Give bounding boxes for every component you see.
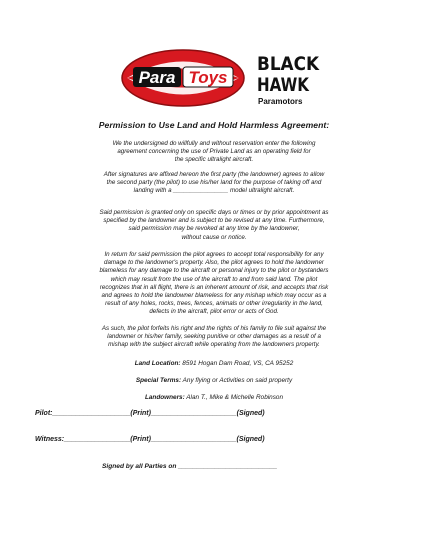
paragraph-line: mishap with the subject aircraft while operating from the landowners property. bbox=[108, 341, 320, 349]
paragraph-line: damage to the landowner's property. Also, the pilot agrees to hold the landowner bbox=[104, 259, 324, 267]
paragraph-permission bbox=[30, 209, 398, 242]
paragraph-line: landing with a ________________ model ultralight aircraft. bbox=[133, 187, 295, 195]
paragraph-line: the specific ultralight aircraft. bbox=[174, 156, 254, 164]
paratoys-word-para: Para bbox=[138, 68, 176, 87]
special-terms-value: Any flying or Activities on said property bbox=[182, 377, 293, 384]
special-terms-label: Special Terms: bbox=[135, 377, 182, 384]
signed-by-all-parties-line[interactable]: Signed by all Parties on ___________________________ bbox=[102, 463, 278, 470]
blackhawk-word-black: BLACK bbox=[257, 53, 321, 75]
landowners-label: Landowners: bbox=[144, 394, 185, 401]
land-location-label: Land Location: bbox=[134, 360, 181, 367]
paragraph-line: and agrees to hold the landowner blameless for any mishap which may occur as a bbox=[101, 292, 327, 300]
pilot-signature-line[interactable]: Pilot:____________________(Print)______________________(Signed) bbox=[35, 410, 265, 417]
paragraph-line: which may result from the use of the aircraft to and from said land. The pilot bbox=[110, 275, 318, 283]
paragraph-line: recognizes that in all flight, there is an inherent amount of risk, and accepts that risk bbox=[99, 283, 329, 291]
landowners-value: Alan T., Mike & Michelle Robinson bbox=[186, 394, 284, 401]
paragraph-line: After signatures are affixed hereon the first party (the landowner) agrees to allow bbox=[103, 171, 325, 178]
special-terms-line bbox=[0, 377, 428, 385]
paragraph-intro bbox=[30, 140, 398, 165]
landowners-line bbox=[0, 394, 428, 402]
paragraph-line: said permission may be revoked at any time by the landowner, bbox=[128, 225, 300, 233]
paragraph-line: without cause or notice. bbox=[181, 233, 247, 241]
paragraph-forfeit bbox=[30, 325, 398, 350]
land-location-line bbox=[0, 360, 428, 368]
paragraph-line: In return for said permission the pilot agrees to accept total responsibility for any bbox=[104, 251, 324, 258]
paragraph-line: blameless for any damage to the aircraft or personal injury to the pilot or bystanders bbox=[99, 267, 329, 275]
paragraph-line: Said permission is granted only on specific days or times or by prior appointment as bbox=[99, 209, 329, 216]
paragraph-line: As such, the pilot forfeits his right and the rights of his family to file suit against the bbox=[101, 325, 327, 332]
paragraph-responsibility bbox=[30, 251, 398, 317]
blackhawk-word-hawk: HAWK bbox=[257, 74, 311, 96]
paragraph-line: We the undersigned do willfully and without reservation enter the following bbox=[112, 140, 316, 147]
paragraph-line: the second party (the pilot) to use his/her land for the purpose of taking off and bbox=[106, 179, 322, 187]
blackhawk-paramotors-logo bbox=[255, 48, 323, 110]
paragraph-line: specified by the landowner and is subject to be revised at any time. Furthermore, bbox=[103, 217, 325, 225]
paragraph-line: result of any holes, rocks, trees, fences, animals or other irregularity in the land, bbox=[105, 300, 323, 308]
paratoys-word-toys: Toys bbox=[188, 68, 228, 87]
paragraph-line: defects in the aircraft, pilot error or acts of God. bbox=[149, 308, 279, 316]
paragraph-line: agreement concerning the use of Private Land as an operating field for bbox=[117, 148, 311, 156]
witness-signature-line[interactable]: Witness:_________________(Print)______________________(Signed) bbox=[35, 436, 265, 443]
blackhawk-word-paramotors: Paramotors bbox=[258, 97, 303, 106]
paragraph-line: landowner or his/her family, seeking punitive or other damages as a result of a bbox=[107, 333, 321, 341]
paratoys-logo bbox=[119, 47, 247, 109]
land-location-value: 8591 Hogan Dam Road, VS, CA 95252 bbox=[182, 360, 294, 367]
document-title: Permission to Use Land and Hold Harmless Agreement: bbox=[98, 120, 330, 130]
paragraph-signatures bbox=[30, 171, 398, 196]
